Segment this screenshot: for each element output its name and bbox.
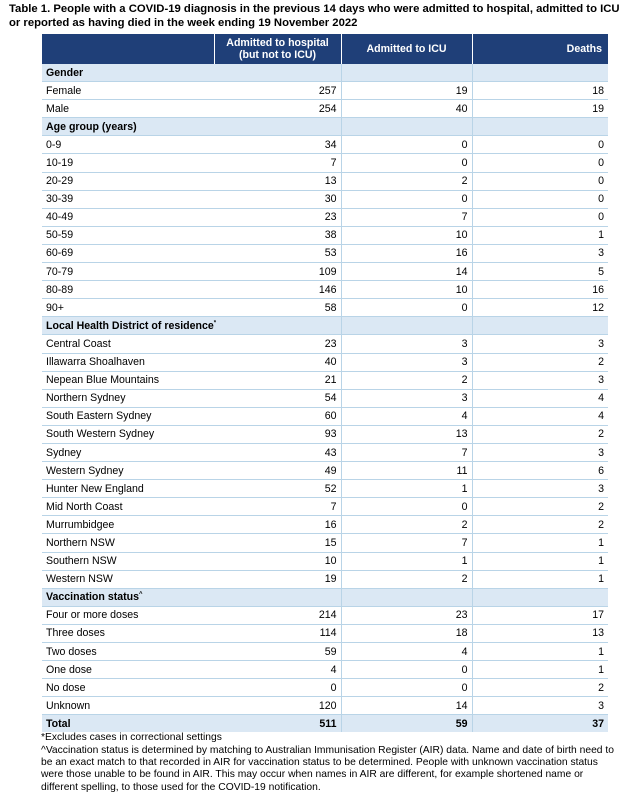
icu-value: 4 [341,643,472,661]
footnote-marker: * [213,320,217,327]
row-label: South Eastern Sydney [42,407,214,425]
row-label: 90+ [42,299,214,317]
table-row [42,480,608,498]
hospital-value: 43 [214,443,341,461]
table-row [42,389,608,407]
table-row [42,462,608,480]
hospital-value: 120 [214,697,341,715]
deaths-value: 0 [472,136,608,154]
deaths-value: 1 [472,552,608,570]
table-row [42,154,608,172]
section-title-cell [42,317,217,335]
row-label: South Western Sydney [42,425,214,443]
icu-value: 7 [341,534,472,552]
table-row [42,82,608,100]
row-label: Western Sydney [42,462,214,480]
header-icu: Admitted to ICU [341,34,472,64]
icu-value: 7 [341,208,472,226]
deaths-value: 2 [472,679,608,697]
table-row [42,299,608,317]
deaths-value: 1 [472,661,608,679]
total-deaths: 37 [472,715,608,733]
hospital-value: 15 [214,534,341,552]
deaths-value: 2 [472,498,608,516]
hospital-value: 214 [214,606,341,624]
row-label: Northern Sydney [42,389,214,407]
icu-value: 3 [341,353,472,371]
deaths-value: 3 [472,244,608,262]
footnotes [41,732,621,793]
hospital-value: 93 [214,425,341,443]
deaths-value: 13 [472,624,608,642]
hospital-value: 53 [214,244,341,262]
hospital-value: 52 [214,480,341,498]
table-row [42,606,608,624]
deaths-value: 12 [472,299,608,317]
deaths-value: 0 [472,154,608,172]
hospital-value: 40 [214,353,341,371]
table-row [42,697,608,715]
hospital-value: 16 [214,516,341,534]
row-label: 40-49 [42,208,214,226]
table-row [42,498,608,516]
icu-value: 14 [341,263,472,281]
hospital-value: 7 [214,154,341,172]
section-empty-cell [472,118,608,136]
table-row [42,172,608,190]
row-label: Two doses [42,643,214,661]
icu-value: 13 [341,425,472,443]
deaths-value: 3 [472,371,608,389]
hospital-value: 54 [214,389,341,407]
section-header-row [42,118,608,136]
row-label: Three doses [42,624,214,642]
deaths-value: 4 [472,389,608,407]
table-row [42,263,608,281]
row-label: Hunter New England [42,480,214,498]
total-row [42,715,608,733]
row-label: 10-19 [42,154,214,172]
table-body [42,64,608,732]
table-row [42,570,608,588]
deaths-value: 17 [472,606,608,624]
deaths-value: 2 [472,353,608,371]
table-row [42,371,608,389]
hospital-value: 257 [214,82,341,100]
total-label: Total [42,715,214,733]
table-row [42,407,608,425]
table-row [42,353,608,371]
table-row [42,552,608,570]
icu-value: 10 [341,281,472,299]
table-row [42,624,608,642]
icu-value: 14 [341,697,472,715]
deaths-value: 5 [472,263,608,281]
row-label: One dose [42,661,214,679]
row-label: 0-9 [42,136,214,154]
hospital-value: 114 [214,624,341,642]
header-row [42,34,608,64]
row-label: Male [42,100,214,118]
section-header-row [42,317,608,335]
icu-value: 19 [341,82,472,100]
section-title: Age group (years) [46,120,137,133]
total-hospital: 511 [214,715,341,733]
deaths-value: 0 [472,172,608,190]
icu-value: 2 [341,570,472,588]
table-row [42,100,608,118]
icu-value: 0 [341,299,472,317]
icu-value: 4 [341,407,472,425]
hospital-value: 49 [214,462,341,480]
section-empty-cell [341,588,472,606]
hospital-value: 146 [214,281,341,299]
section-empty-cell [214,317,341,335]
data-table [42,34,608,732]
hospital-value: 7 [214,498,341,516]
row-label: No dose [42,679,214,697]
hospital-value: 4 [214,661,341,679]
deaths-value: 19 [472,100,608,118]
deaths-value: 2 [472,425,608,443]
icu-value: 0 [341,661,472,679]
row-label: Illawarra Shoalhaven [42,353,214,371]
section-empty-cell [341,118,472,136]
icu-value: 2 [341,371,472,389]
deaths-value: 3 [472,697,608,715]
icu-value: 16 [341,244,472,262]
hospital-value: 58 [214,299,341,317]
table-row [42,208,608,226]
row-label: 50-59 [42,226,214,244]
icu-value: 2 [341,516,472,534]
table-row [42,534,608,552]
icu-value: 0 [341,136,472,154]
header-blank [42,34,214,64]
hospital-value: 38 [214,226,341,244]
section-empty-cell [214,588,341,606]
deaths-value: 2 [472,516,608,534]
section-empty-cell [472,64,608,82]
row-label: Sydney [42,443,214,461]
table-caption: Table 1. People with a COVID-19 diagnosis in the previous 14 days who were admitted to hospital, admitted to ICU or reported as having died in the week ending 19 November 2022 [9,3,620,29]
deaths-value: 18 [472,82,608,100]
section-title: Gender [46,66,84,79]
section-empty-cell [341,317,472,335]
table-row [42,643,608,661]
row-label: 60-69 [42,244,214,262]
section-title: Vaccination status [46,591,140,604]
hospital-value: 21 [214,371,341,389]
table-row [42,425,608,443]
row-label: 30-39 [42,190,214,208]
row-label: 20-29 [42,172,214,190]
section-empty-cell [472,317,608,335]
row-label: Female [42,82,214,100]
row-label: Four or more doses [42,606,214,624]
hospital-value: 10 [214,552,341,570]
deaths-value: 1 [472,570,608,588]
deaths-value: 3 [472,480,608,498]
table-row [42,281,608,299]
icu-value: 10 [341,226,472,244]
row-label: Nepean Blue Mountains [42,371,214,389]
row-label: Central Coast [42,335,214,353]
row-label: Western NSW [42,570,214,588]
icu-value: 1 [341,480,472,498]
icu-value: 3 [341,389,472,407]
icu-value: 11 [341,462,472,480]
total-icu: 59 [341,715,472,733]
section-empty-cell [341,64,472,82]
table-row [42,226,608,244]
row-label: Northern NSW [42,534,214,552]
icu-value: 0 [341,154,472,172]
table-row [42,443,608,461]
hospital-value: 60 [214,407,341,425]
icu-value: 0 [341,190,472,208]
deaths-value: 1 [472,534,608,552]
hospital-value: 13 [214,172,341,190]
deaths-value: 4 [472,407,608,425]
deaths-value: 3 [472,335,608,353]
deaths-value: 1 [472,226,608,244]
deaths-value: 3 [472,443,608,461]
section-empty-cell [472,588,608,606]
table-row [42,516,608,534]
icu-value: 7 [341,443,472,461]
row-label: Southern NSW [42,552,214,570]
table-row [42,190,608,208]
hospital-value: 23 [214,208,341,226]
section-empty-cell [214,118,341,136]
hospital-value: 19 [214,570,341,588]
deaths-value: 6 [472,462,608,480]
footnote-vaccination: ^Vaccination status is determined by matching to Australian Immunisation Register (AIR) data. Name and date of birth need to be an exact match to that recorded in AIR for vaccination status to be determined. People with unknown vaccination status were those unable to be found in AIR. This may occur when names in AIR are different, for example shortened name or different spelling, to those used for the COVID-19 notification. [41,744,614,793]
hospital-value: 254 [214,100,341,118]
row-label: Unknown [42,697,214,715]
row-label: Murrumbidgee [42,516,214,534]
deaths-value: 0 [472,208,608,226]
icu-value: 0 [341,498,472,516]
footnote-correctional: *Excludes cases in correctional settings [41,732,222,744]
icu-value: 2 [341,172,472,190]
row-label: Mid North Coast [42,498,214,516]
header-hospital: Admitted to hospital (but not to ICU) [214,34,341,64]
icu-value: 40 [341,100,472,118]
hospital-value: 34 [214,136,341,154]
footnote-marker: ^ [139,591,143,598]
table-row [42,679,608,697]
icu-value: 0 [341,679,472,697]
hospital-value: 30 [214,190,341,208]
section-empty-cell [214,64,341,82]
hospital-value: 59 [214,643,341,661]
table-row [42,136,608,154]
table-row [42,661,608,679]
section-title-cell [42,64,214,82]
table-row [42,244,608,262]
icu-value: 18 [341,624,472,642]
deaths-value: 0 [472,190,608,208]
header-deaths: Deaths [472,34,608,64]
row-label: 80-89 [42,281,214,299]
table-row [42,335,608,353]
hospital-value: 0 [214,679,341,697]
section-header-row [42,588,608,606]
icu-value: 1 [341,552,472,570]
hospital-value: 109 [214,263,341,281]
icu-value: 3 [341,335,472,353]
row-label: 70-79 [42,263,214,281]
section-title: Local Health District of residence [46,319,214,332]
section-title-cell [42,588,214,606]
section-title-cell [42,118,214,136]
deaths-value: 16 [472,281,608,299]
section-header-row [42,64,608,82]
deaths-value: 1 [472,643,608,661]
icu-value: 23 [341,606,472,624]
hospital-value: 23 [214,335,341,353]
